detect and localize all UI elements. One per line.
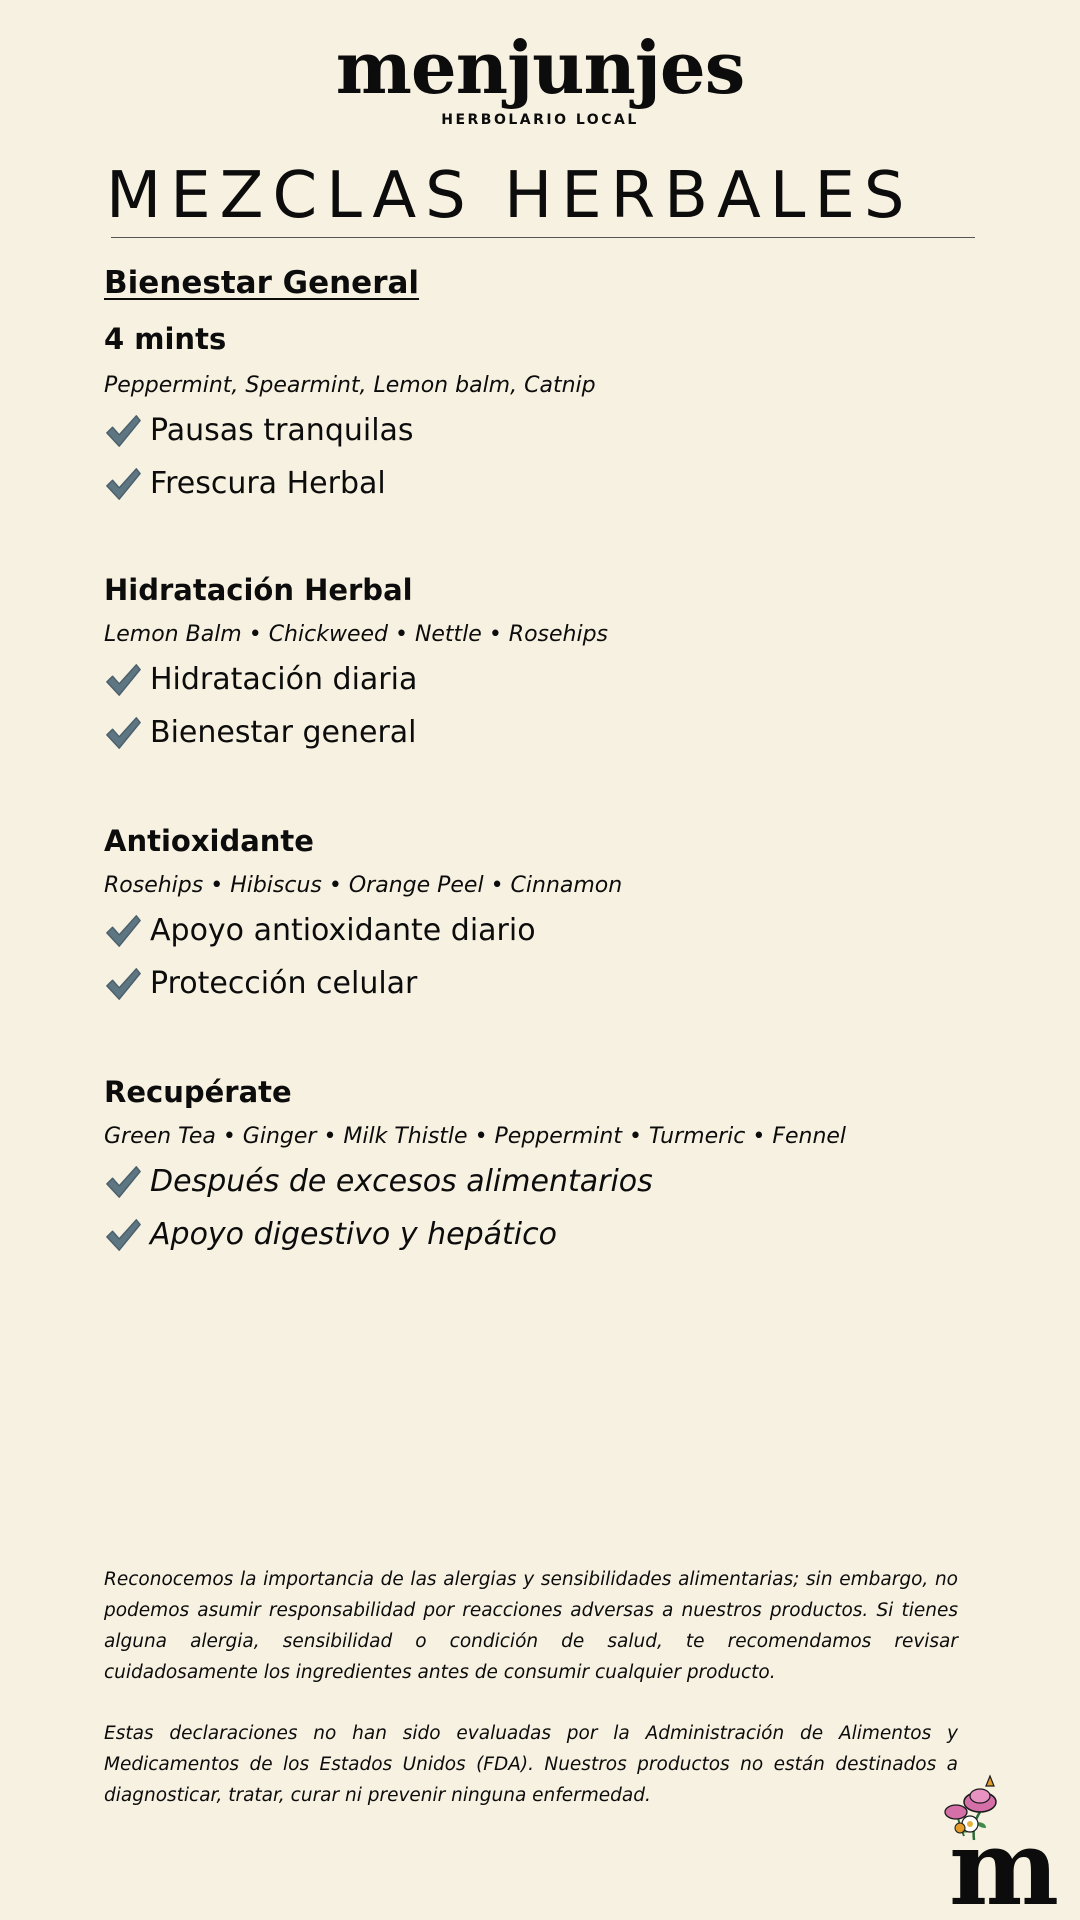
blend-ingredients: Rosehips • Hibiscus • Orange Peel • Cinnamon <box>104 873 623 898</box>
benefit-text: Hidratación diaria <box>150 662 418 697</box>
blend-name: Recupérate <box>104 1075 292 1109</box>
brand-name: menjunjes <box>335 25 745 110</box>
check-mark-icon <box>104 661 142 699</box>
blend-section-antioxidante <box>104 821 964 1010</box>
benefit-text: Frescura Herbal <box>150 466 386 501</box>
benefit-item <box>104 706 964 759</box>
benefit-text: Bienestar general <box>150 715 417 750</box>
monogram-letter: m <box>948 1806 1060 1912</box>
check-mark-icon <box>104 1216 142 1254</box>
check-mark-icon <box>104 965 142 1003</box>
check-mark-icon <box>104 412 142 450</box>
brand-logo <box>0 22 1080 128</box>
benefit-text: Protección celular <box>150 966 418 1001</box>
benefit-text: Después de excesos alimentarios <box>150 1164 653 1199</box>
blend-ingredients: Lemon Balm • Chickweed • Nettle • Rosehips <box>104 622 609 647</box>
blend-section-recuperate <box>104 1072 964 1261</box>
blend-name: 4 mints <box>104 322 227 356</box>
monogram-logo-icon <box>940 1772 1060 1912</box>
benefit-item <box>104 404 964 457</box>
benefit-text: Pausas tranquilas <box>150 413 414 448</box>
benefit-text: Apoyo digestivo y hepático <box>150 1217 557 1252</box>
blend-section-4-mints <box>104 263 964 510</box>
fda-disclaimer: Estas declaraciones no han sido evaluadas por la Administración de Alimentos y Medicamentos de los Estados Unidos (FDA). Nuestros productos no están destinados a diagnosticar, tratar, curar ni prevenir ninguna enfermedad. <box>104 1723 958 1806</box>
blend-name: Antioxidante <box>104 824 314 858</box>
benefit-item <box>104 1155 964 1208</box>
check-mark-icon <box>104 912 142 950</box>
benefit-item <box>104 957 964 1010</box>
blend-ingredients: Peppermint, Spearmint, Lemon balm, Catnip <box>104 373 596 398</box>
benefit-item <box>104 1208 964 1261</box>
benefit-item <box>104 653 964 706</box>
title-divider <box>111 237 975 238</box>
check-mark-icon <box>104 1163 142 1201</box>
benefit-item <box>104 904 964 957</box>
benefit-item <box>104 457 964 510</box>
brand-tagline: HERBOLARIO LOCAL <box>441 112 639 128</box>
section-heading: Bienestar General <box>104 265 420 301</box>
blend-section-hidratacion <box>104 570 964 759</box>
benefit-text: Apoyo antioxidante diario <box>150 913 536 948</box>
allergy-disclaimer: Reconocemos la importancia de las alergias y sensibilidades alimentarias; sin embargo, no podemos asumir responsabilidad por reacciones adversas a nuestros productos. Si tienes alguna alergia, sensibilidad o condición de salud, te recomendamos revisar cuidadosamente los ingredientes antes de consumir cualquier producto. <box>104 1569 958 1683</box>
blend-ingredients: Green Tea • Ginger • Milk Thistle • Peppermint • Turmeric • Fennel <box>104 1124 847 1149</box>
page-title: MEZCLAS HERBALES <box>106 159 914 233</box>
check-mark-icon <box>104 465 142 503</box>
blend-name: Hidratación Herbal <box>104 573 413 607</box>
check-mark-icon <box>104 714 142 752</box>
